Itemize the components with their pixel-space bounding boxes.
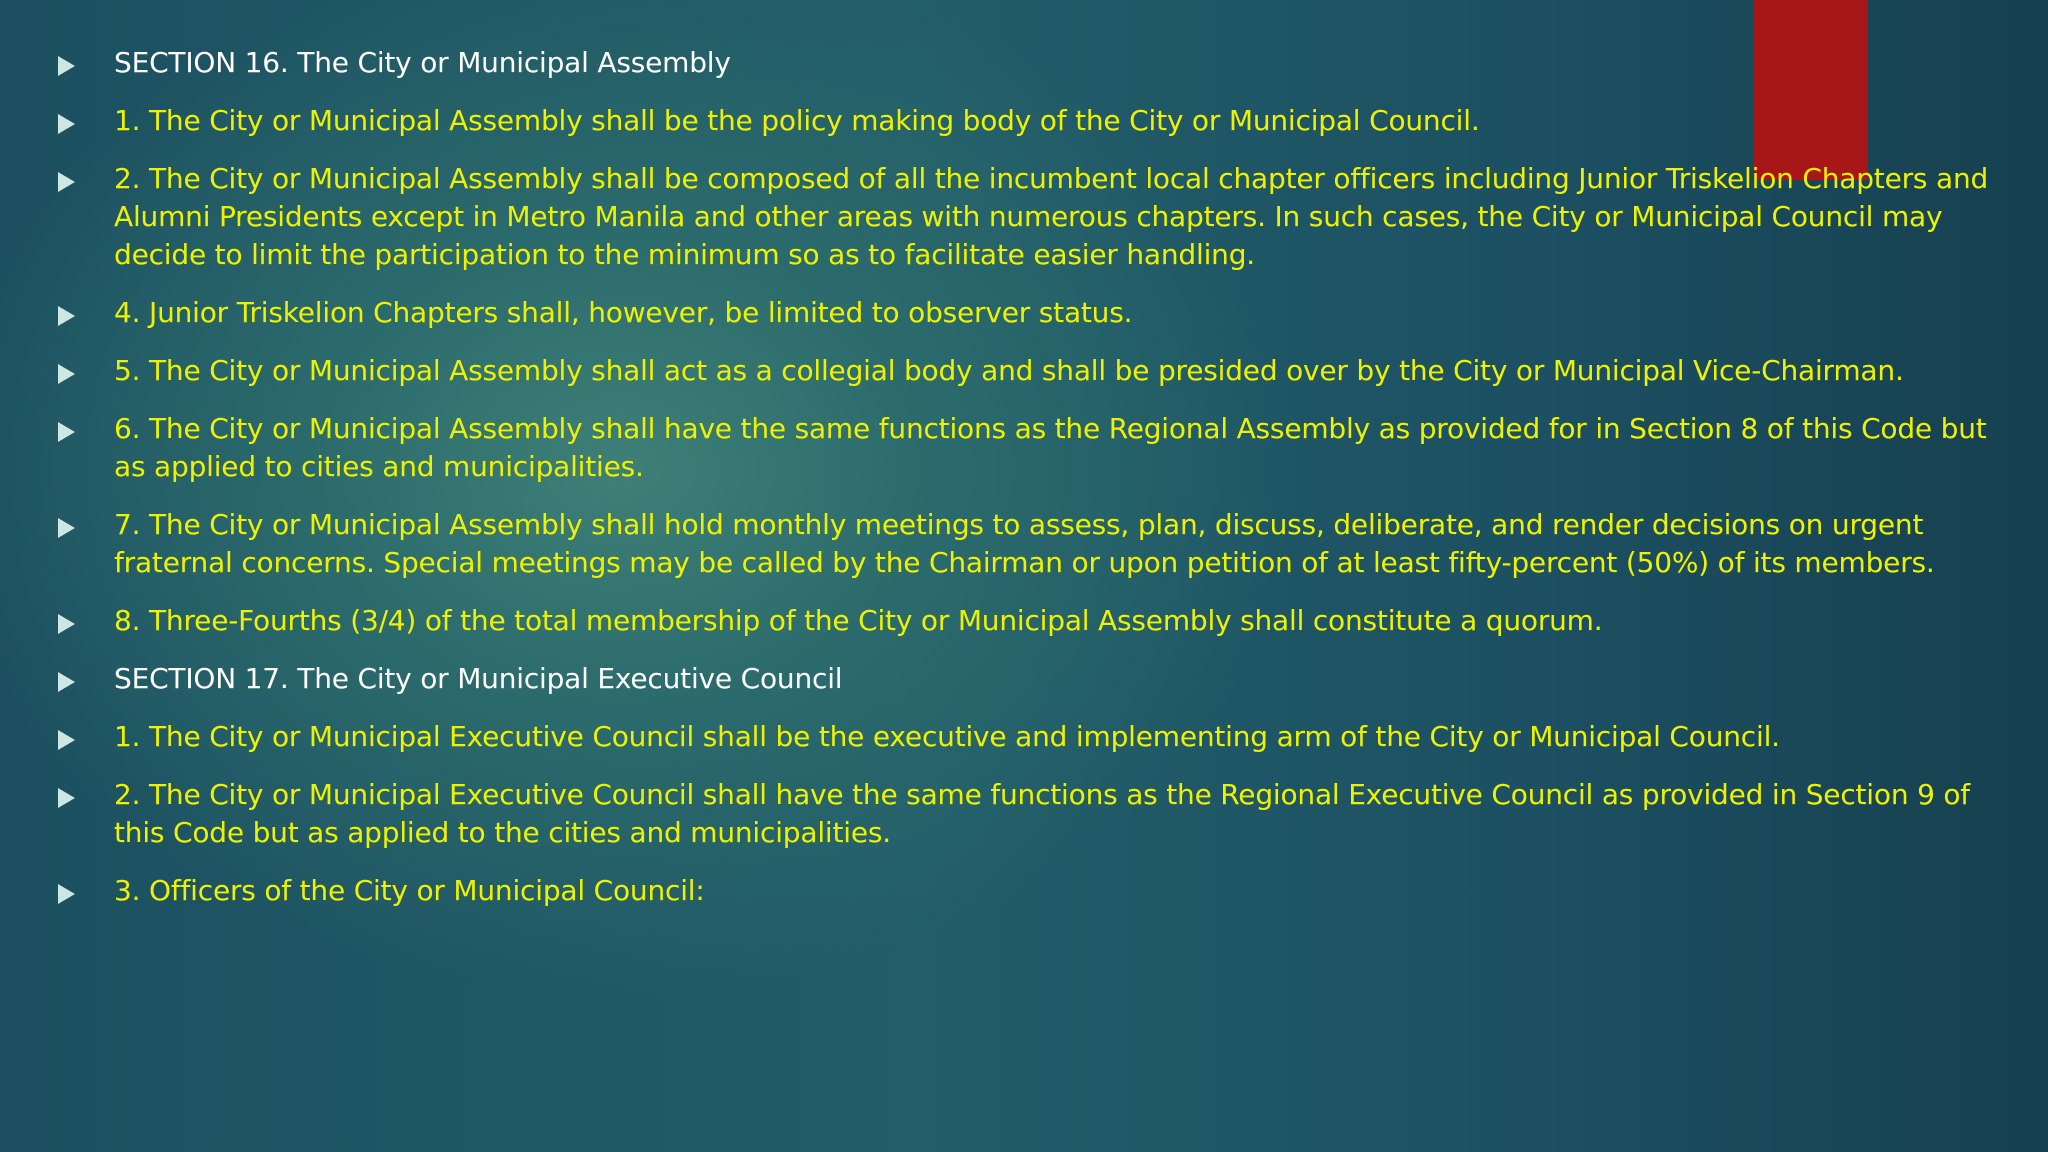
triangle-bullet-icon [56,718,114,756]
list-item-text: 1. The City or Municipal Executive Council shall be the executive and implementing arm of the City or Municipal Council. [114,720,1780,753]
list-item [56,160,2016,274]
triangle-bullet-icon [56,294,114,332]
list-item-text: 2. The City or Municipal Assembly shall be composed of all the incumbent local chapter officers including Junior Triskelion Chapters and Alumni Presidents except in Metro Manila and other areas with numerous chapters. In such cases, the City or Municipal Council may decide to limit the participation to the minimum so as to facilitate easier handling. [114,162,1989,271]
triangle-bullet-icon [56,872,114,910]
list-item-text: 7. The City or Municipal Assembly shall hold monthly meetings to assess, plan, discuss, deliberate, and render decisions on urgent fraternal concerns. Special meetings may be called by the Chairman or upon petition of at least fifty-percent (50%) of its members. [114,508,1935,579]
list-item [56,872,2016,910]
list-item-text: 2. The City or Municipal Executive Council shall have the same functions as the Regional Executive Council as provided in Section 9 of this Code but as applied to the cities and municipalities. [114,778,1970,849]
list-item [56,410,2016,486]
list-item [56,294,2016,332]
list-item [56,718,2016,756]
triangle-bullet-icon [56,44,114,82]
section-heading: SECTION 16. The City or Municipal Assembly [114,46,731,79]
list-item [56,352,2016,390]
list-item [56,660,2016,698]
triangle-bullet-icon [56,776,114,814]
triangle-bullet-icon [56,352,114,390]
triangle-bullet-icon [56,602,114,640]
list-item [56,776,2016,852]
triangle-bullet-icon [56,506,114,544]
list-item-text: 4. Junior Triskelion Chapters shall, however, be limited to observer status. [114,296,1133,329]
section-heading: SECTION 17. The City or Municipal Executive Council [114,662,843,695]
list-item [56,102,2016,140]
bullet-list [56,44,2016,930]
list-item-text: 1. The City or Municipal Assembly shall be the policy making body of the City or Municipal Council. [114,104,1480,137]
list-item-text: 5. The City or Municipal Assembly shall act as a collegial body and shall be presided over by the City or Municipal Vice-Chairman. [114,354,1904,387]
list-item-text: 3. Officers of the City or Municipal Council: [114,874,705,907]
list-item [56,506,2016,582]
triangle-bullet-icon [56,660,114,698]
list-item-text: 6. The City or Municipal Assembly shall have the same functions as the Regional Assembly as provided for in Section 8 of this Code but as applied to cities and municipalities. [114,412,1987,483]
triangle-bullet-icon [56,410,114,448]
list-item-text: 8. Three-Fourths (3/4) of the total membership of the City or Municipal Assembly shall constitute a quorum. [114,604,1603,637]
triangle-bullet-icon [56,160,114,198]
triangle-bullet-icon [56,102,114,140]
list-item [56,44,2016,82]
list-item [56,602,2016,640]
